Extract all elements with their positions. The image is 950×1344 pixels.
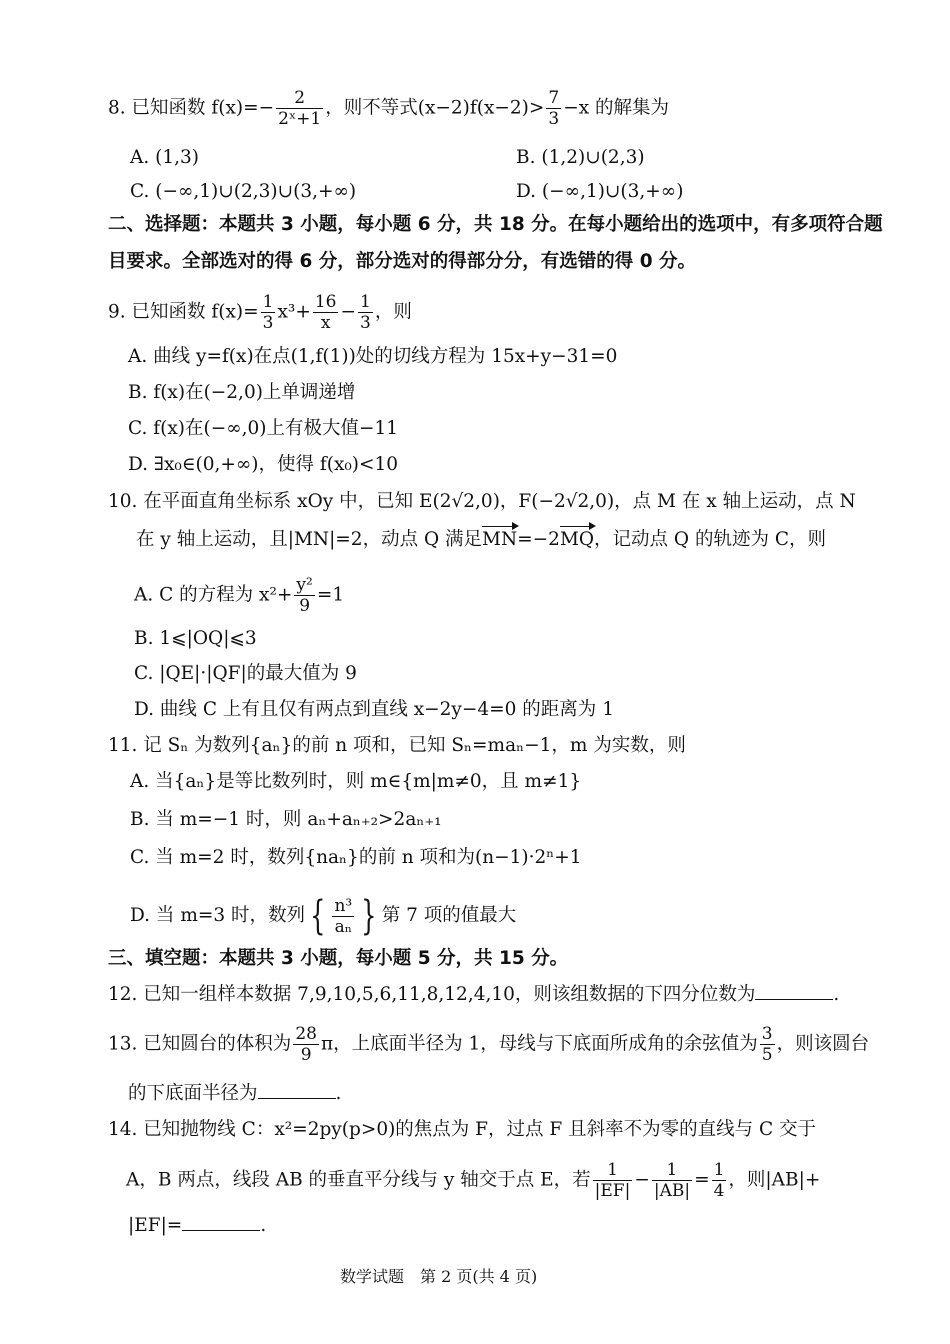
q11-option-c: C. 当 m=2 时，数列{naₙ}的前 n 项和为(n−1)·2ⁿ+1 bbox=[130, 847, 582, 868]
q9-option-a: A. 曲线 y=f(x)在点(1,f(1))处的切线方程为 15x+y−31=0 bbox=[128, 346, 618, 367]
q9-option-d: D. ∃x₀∈(0,+∞)，使得 f(x₀)<10 bbox=[128, 454, 399, 475]
q11-option-d: D. 当 m=3 时，数列 { $\frac{\text{n³}}{\text{aₙ}}$ } 第 7 项的值最大 bbox=[130, 893, 517, 939]
q10-frac: $\frac{\text{y²}}{9}$ bbox=[296, 575, 313, 616]
q12-stem: 12. 已知一组样本数据 7,9,10,5,6,11,8,12,4,10，则该组数据的下四分位数为 . bbox=[108, 984, 840, 1005]
q8-fraction: $\frac{2}{\text{2ˣ+1}}$ bbox=[278, 88, 322, 129]
q8-option-b: B. (1,2)∪(2,3) bbox=[516, 147, 645, 168]
vector-mn: MN bbox=[482, 529, 518, 550]
q9-option-c: C. f(x)在(−∞,0)上有极大值−11 bbox=[128, 418, 399, 439]
q10-stem-line1: 10. 在平面直角坐标系 xOy 中，已知 E(2√2,0)，F(−2√2,0)，点 M 在 x 轴上运动，点 N bbox=[108, 491, 856, 512]
q10-option-a: A. C 的方程为 x²+ $\frac{\text{y²}}{9}$ =1 bbox=[134, 575, 345, 616]
section-3-heading: 三、填空题：本题共 3 小题，每小题 5 分，共 15 分。 bbox=[108, 948, 569, 969]
section-2-heading-line1: 二、选择题：本题共 3 小题，每小题 6 分，共 18 分。在每小题给出的选项中，有多项符合题 bbox=[108, 214, 883, 235]
page-footer: 数学试题 第 2 页(共 4 页) bbox=[340, 1267, 538, 1286]
q11-stem: 11. 记 Sₙ 为数列{aₙ}的前 n 项和，已知 Sₙ=maₙ−1，m 为实数，则 bbox=[108, 735, 686, 756]
answer-blank[interactable] bbox=[258, 1082, 336, 1099]
q14-stem-line2: A，B 两点，线段 AB 的垂直平分线与 y 轴交于点 E，若 $\frac{1}{|EF|}$ − $\frac{1}{|AB|}$ = $\frac{1}{4}$ ，则|AB|+ bbox=[126, 1160, 821, 1201]
q13-stem-line1: 13. 已知圆台的体积为 $\frac{28}{9}$ π，上底面半径为 1，母线与下底面所成角的余弦值为 $\frac{3}{5}$ ，则该圆台 bbox=[108, 1024, 870, 1065]
q10-option-c: C. |QE|·|QF|的最大值为 9 bbox=[134, 663, 357, 684]
q9-frac-3: $\frac{1}{3}$ bbox=[359, 292, 371, 333]
section-2-heading-line2: 目要求。全部选对的得 6 分，部分选对的得部分分，有选错的得 0 分。 bbox=[108, 251, 697, 272]
q8-option-c: C. (−∞,1)∪(2,3)∪(3,+∞) bbox=[130, 181, 357, 202]
answer-blank[interactable] bbox=[182, 1214, 260, 1231]
q14-frac-2: $\frac{1}{|AB|}$ bbox=[653, 1160, 691, 1201]
q8-fraction-2: $\frac{7}{3}$ bbox=[548, 88, 560, 129]
q10-option-d: D. 曲线 C 上有且仅有两点到直线 x−2y−4=0 的距离为 1 bbox=[134, 699, 614, 720]
q13-frac-2: $\frac{3}{5}$ bbox=[761, 1024, 773, 1065]
q9-frac-1: $\frac{1}{3}$ bbox=[262, 292, 274, 333]
q11-option-b: B. 当 m=−1 时，则 aₙ+aₙ₊₂>2aₙ₊₁ bbox=[130, 809, 442, 830]
q9-option-b: B. f(x)在(−2,0)上单调递增 bbox=[128, 382, 356, 403]
q14-stem-line1: 14. 已知抛物线 C：x²=2py(p>0)的焦点为 F，过点 F 且斜率不为零的直线与 C 交于 bbox=[108, 1119, 817, 1140]
q11-option-a: A. 当{aₙ}是等比数列时，则 m∈{m|m≠0，且 m≠1} bbox=[130, 771, 582, 792]
q14-stem-line3: |EF|= . bbox=[128, 1215, 267, 1236]
vector-mq: MQ bbox=[559, 529, 595, 550]
q10-stem-line2: 在 y 轴上运动，且|MN|=2，动点 Q 满足MN=−2MQ，记动点 Q 的轨迹为 C，则 bbox=[136, 529, 827, 550]
answer-blank[interactable] bbox=[755, 983, 833, 1000]
q11-frac: $\frac{\text{n³}}{\text{aₙ}}$ bbox=[334, 895, 353, 937]
q13-stem-line2: 的下底面半径为 . bbox=[128, 1083, 342, 1104]
q8-option-a: A. (1,3) bbox=[130, 147, 199, 168]
q14-frac-3: $\frac{1}{4}$ bbox=[713, 1160, 725, 1201]
q8-option-d: D. (−∞,1)∪(3,+∞) bbox=[516, 181, 684, 202]
q8-stem: 8. 已知函数 f(x)=− $\frac{2}{\text{2ˣ+1}}$ ，则不等式(x−2)f(x−2)> $\frac{7}{3}$ −x 的解集为 bbox=[108, 88, 670, 129]
q14-frac-1: $\frac{1}{|EF|}$ bbox=[594, 1160, 631, 1201]
q9-stem: 9. 已知函数 f(x)= $\frac{1}{3}$ x³+ $\frac{16}{x}$ − $\frac{1}{3}$ ，则 bbox=[108, 292, 412, 333]
q10-option-b: B. 1⩽|OQ|⩽3 bbox=[134, 628, 257, 649]
q13-frac-1: $\frac{28}{9}$ bbox=[295, 1024, 317, 1065]
q9-frac-2: $\frac{16}{x}$ bbox=[314, 292, 337, 333]
